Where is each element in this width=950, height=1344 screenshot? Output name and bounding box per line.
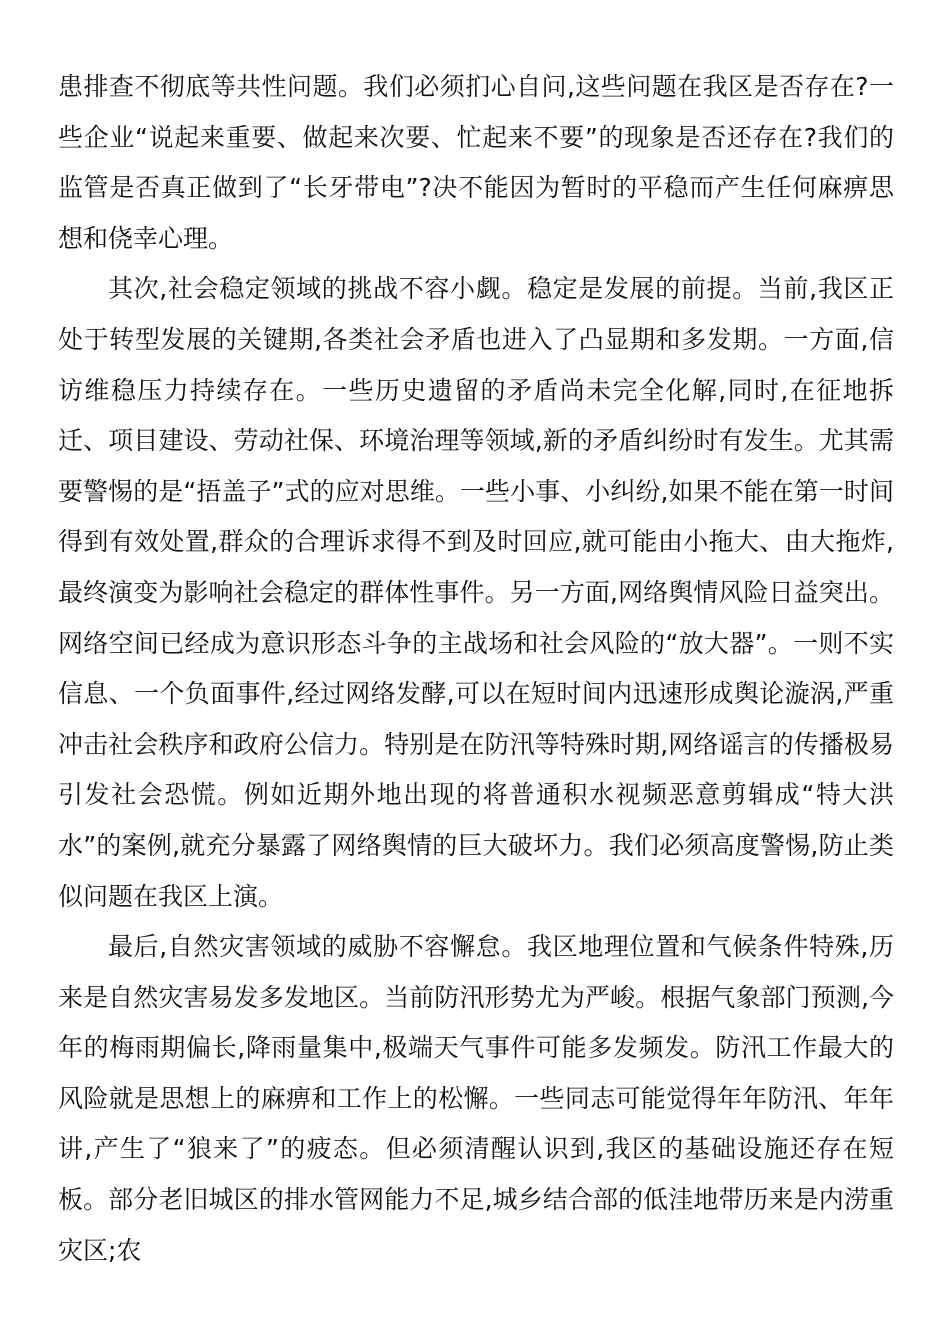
paragraph-3: 最后,自然灾害领域的威胁不容懈怠。我区地理位置和气候条件特殊,历来是自然灾害易发多发地区。当前防汛形势尤为严峻。根据气象部门预测,今年的梅雨期偏长,降雨量集中,极端天气事件可能多发频发。防汛工作最大的风险就是思想上的麻痹和工作上的松懈。一些同志可能觉得年年防汛、年年讲,产生了“狼来了”的疲态。但必须清醒认识到,我区的基础设施还存在短板。部分老旧城区的排水管网能力不足,城乡结合部的低洼地带历来是内涝重灾区;农 (58, 932, 894, 1265)
paragraph-1: 患排查不彻底等共性问题。我们必须扪心自问,这些问题在我区是否存在?一些企业“说起来重要、做起来次要、忙起来不要”的现象是否还存在?我们的监管是否真正做到了“长牙带电”?决不能因为暂时的平稳而产生任何麻痹思想和侥幸心理。 (58, 72, 894, 253)
paragraph-2: 其次,社会稳定领域的挑战不容小觑。稳定是发展的前提。当前,我区正处于转型发展的关键期,各类社会矛盾也进入了凸显期和多发期。一方面,信访维稳压力持续存在。一些历史遗留的矛盾尚未完全化解,同时,在征地拆迁、项目建设、劳动社保、环境治理等领域,新的矛盾纠纷时有发生。尤其需要警惕的是“捂盖子”式的应对思维。一些小事、小纠纷,如果不能在第一时间得到有效处置,群众的合理诉求得不到及时回应,就可能由小拖大、由大拖炸,最终演变为影响社会稳定的群体性事件。另一方面,网络舆情风险日益突出。网络空间已经成为意识形态斗争的主战场和社会风险的“放大器”。一则不实信息、一个负面事件,经过网络发酵,可以在短时间内迅速形成舆论漩涡,严重冲击社会秩序和政府公信力。特别是在防汛等特殊时期,网络谣言的传播极易引发社会恐慌。例如近期外地出现的将普通积水视频恶意剪辑成“特大洪水”的案例,就充分暴露了网络舆情的巨大破坏力。我们必须高度警惕,防止类似问题在我区上演。 (58, 274, 894, 911)
document-page (58, 62, 894, 1276)
